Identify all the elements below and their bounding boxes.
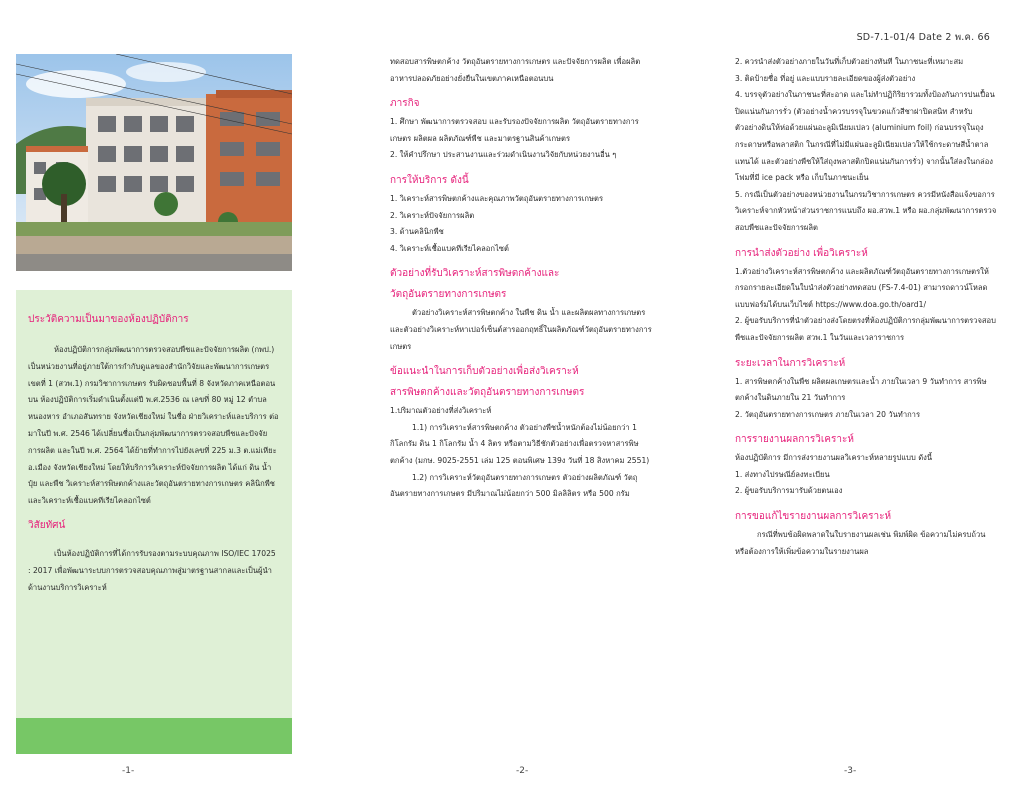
period-item: 2. วัตถุอันตรายทางการเกษตร ภายในเวลา 20 วันทำการ	[735, 409, 921, 419]
history-body: ห้องปฏิบัติการกลุ่มพัฒนาการตรวจสอบพืชและปัจจัยการผลิต (กพป.) เป็นหน่วยงานที่อยู่ภายใต้การกำกับดูแลของสำนักวิจัยและพัฒนาการเกษตร เขตที่ 1 (สวพ.1) กรมวิชาการเกษตร รับผิดชอบพื้นที่ 8 จังหวัดภาคเหนือตอนบน ห้องปฏิบัติการเริ่มดำเนินตั้งแต่ปี พ.ศ.2536 ณ เลขที่ 80 หมู่ 12 ตำบลหนองหาร อำเภอสันทราย จังหวัดเชียงใหม่ ในชื่อ ฝ่ายวิเคราะห์และบริการ ต่อมาในปี พ.ศ. 2546 ได้เปลี่ยนชื่อเป็นกลุ่มพัฒนาการตรวจสอบพืชและปัจจัยการผลิต และในปี พ.ศ. 2564 ได้ย้ายที่ทำการไปยังเลขที่ 225 ม.3 ต.แม่เหียะ อ.เมือง จังหวัดเชียงใหม่ โดยให้บริการวิเคราะห์ปัจจัยการผลิต ได้แก่ ดิน น้ำ ปุ๋ย และพืช วิเคราะห์สารพิษตกค้างและวัตถุอันตรายทางการเกษตร คลินิกพืช และวิเคราะห์เชื้อแบคทีเรียไคลอกไซต์	[28, 345, 279, 506]
report-item: 2. ผู้ขอรับบริการมารับด้วยตนเอง	[735, 486, 843, 496]
samples-heading-line1: ตัวอย่างที่รับวิเคราะห์สารพิษตกค้างและ	[390, 268, 560, 280]
edit-heading: การขอแก้ไขรายงานผลการวิเคราะห์	[735, 511, 892, 523]
mission-item: 1. ศึกษา พัฒนาการตรวจสอบ และรับรองปัจจัยการผลิต วัตถุอันตรายทางการเกษตร ผลิตผล ผลิตภัณฑ์พืช และมาตรฐานสินค้าเกษตร	[390, 117, 639, 143]
building-photo	[16, 54, 292, 271]
period-item: 1. สารพิษตกค้างในพืช ผลิตผลเกษตรและน้ำ ภายในเวลา 9 วันทำการ สารพิษตกค้างในดินภายใน 21 วันทำการ	[735, 376, 987, 403]
submit-item: 1.ตัวอย่างวิเคราะห์สารพิษตกค้าง และผลิตภัณฑ์วัตถุอันตรายทางการเกษตรให้กรอกรายละเอียดในใบนำส่งตัวอย่างทดสอบ (FS-7.4-01) สามารถดาวน์โหลดแบบฟอร์มได้บนเว็บไซต์ https://www.doa.go.th/oard1/	[735, 266, 989, 309]
report-intro: ห้องปฏิบัติการ มีการส่งรายงานผลวิเคราะห์หลายรูปแบบ ดังนี้	[735, 453, 933, 463]
intro-text: ทดสอบสารพิษตกค้าง วัตถุอันตรายทางการเกษตร และปัจจัยการผลิต เพื่อผลิตอาหารปลอดภัยอย่างยั่งยืนในเขตภาคเหนือตอนบน	[390, 57, 641, 83]
advice-subitem: 1.1) การวิเคราะห์สารพิษตกค้าง ตัวอย่างพืชน้ำหนักต้องไม่น้อยกว่า 1 กิโลกรัม ดิน 1 กิโลกรัม น้ำ 4 ลิตร หรือตามวิธีชักตัวอย่างเพื่อตรวจหาสารพิษตกค้าง (มกษ. 9025-2551 เล่ม 125 ตอนพิเศษ 139ง วันที่ 18 สิงหาคม 2551)	[390, 422, 650, 465]
document-code: SD-7.1-01/4 Date 2 พ.ค. 66	[856, 32, 990, 43]
advice-item: 5. กรณีเป็นตัวอย่างของหน่วยงานในกรมวิชาการเกษตร ควรมีหนังสือแจ้งขอการวิเคราะห์จากหัวหน้าส่วนราชการแนบถึง ผอ.สวพ.1 หรือ ผอ.กลุ่มพัฒนาการตรวจสอบพืชและปัจจัยการผลิต	[735, 189, 997, 232]
service-item: 2. วิเคราะห์ปัจจัยการผลิต	[390, 210, 475, 220]
page-number-2: -2-	[516, 766, 529, 776]
advice-item: 3. ติดป้ายชื่อ ที่อยู่ และแบบรายละเอียดของผู้ส่งตัวอย่าง	[735, 73, 916, 83]
vision-heading: วิสัยทัศน์	[28, 519, 66, 531]
submit-heading: การนำส่งตัวอย่าง เพื่อวิเคราะห์	[735, 247, 868, 259]
panel-1	[16, 54, 292, 754]
submit-item: 2. ผู้ขอรับบริการที่นำตัวอย่างส่งโดยตรงที่ห้องปฏิบัติการกลุ่มพัฒนาการตรวจสอบพืชและปัจจัยการผลิต สวพ.1 ในวันและเวลาราชการ	[735, 316, 996, 342]
page-number-3: -3-	[844, 766, 857, 776]
services-heading: การให้บริการ ดังนี้	[390, 174, 469, 186]
panel-3	[735, 54, 997, 560]
service-item: 3. ด้านคลินิกพืช	[390, 227, 444, 237]
advice-item: 1.ปริมาณตัวอย่างที่ส่งวิเคราะห์	[390, 406, 492, 416]
green-footer-band	[16, 718, 292, 754]
vision-body: เป็นห้องปฏิบัติการที่ได้การรับรองตามระบบคุณภาพ ISO/IEC 17025 : 2017 เพื่อพัฒนาระบบการตรวจสอบคุณภาพสู่มาตรฐานสากลและเป็นผู้นำด้านงานบริการวิเคราะห์	[28, 548, 276, 592]
report-item: 1. ส่งทางไปรษณีย์ลงทะเบียน	[735, 469, 830, 479]
mission-heading: ภารกิจ	[390, 98, 420, 110]
samples-heading-line2: วัตถุอันตรายทางการเกษตร	[390, 289, 507, 301]
history-heading: ประวัติความเป็นมาของห้องปฏิบัติการ	[28, 314, 189, 325]
advice-heading-line2: สารพิษตกค้างและวัตถุอันตรายทางการเกษตร	[390, 387, 585, 399]
samples-body: ตัวอย่างวิเคราะห์สารพิษตกค้าง ในพืช ดิน น้ำ และผลิตผลทางการเกษตรและตัวอย่างวิเคราะห์หาเปอร์เซ็นต์สารออกฤทธิ์ในผลิตภัณฑ์วัตถุอันตรายทางการเกษตร	[390, 308, 652, 351]
panel-2	[390, 54, 652, 503]
advice-subitem: 1.2) การวิเคราะห์วัตถุอันตรายทางการเกษตร ตัวอย่างผลิตภัณฑ์ วัตถุอันตรายทางการเกษตร มีปริมาณไม่น้อยกว่า 500 มิลลิลิตร หรือ 500 กรัม	[390, 472, 638, 499]
mission-item: 2. ให้คำปรึกษา ประสานงานและร่วมดำเนินงานวิจัยกับหน่วยงานอื่น ๆ	[390, 150, 617, 160]
advice-heading-line1: ข้อแนะนำในการเก็บตัวอย่างเพื่อส่งวิเคราะห์	[390, 366, 579, 378]
edit-body: กรณีที่พบข้อผิดพลาดในใบรายงานผลเช่น พิมพ์ผิด ข้อความไม่ครบถ้วน หรือต้องการให้เพิ่มข้อความในรายงานผล	[735, 530, 986, 556]
service-item: 4. วิเคราะห์เชื้อแบคทีเรียไคลอกไซต์	[390, 243, 509, 253]
period-heading: ระยะเวลาในการวิเคราะห์	[735, 357, 846, 369]
service-item: 1. วิเคราะห์สารพิษตกค้างและคุณภาพวัตถุอันตรายทางการเกษตร	[390, 193, 604, 203]
history-box	[16, 290, 292, 718]
advice-item: 2. ควรนำส่งตัวอย่างภายในวันที่เก็บตัวอย่างทันที ในภาชนะที่เหมาะสม	[735, 57, 964, 66]
report-heading: การรายงานผลการวิเคราะห์	[735, 434, 854, 446]
page-number-1: -1-	[122, 766, 135, 776]
advice-item: 4. บรรจุตัวอย่างในภาชนะที่สะอาด และไม่ทำปฏิกิริยารวมทั้งป้องกันการปนเปื้อน ปิดแน่นกันการรั่ว (ตัวอย่างน้ำควรบรรจุในขวดแก้วสีชาฝาปิดสนิท สำหรับตัวอย่างดินให้ห่อด้วยแผ่นอะลูมิเนียมเปลว (aluminium foil) ก่อนบรรจุในถุงกระดาษหรือพลาสติก ในกรณีที่ไม่มีแผ่นอะลูมิเนียมเปลวให้ใช้กระดาษสีน้ำตาลแทนได้ และตัวอย่างพืชให้ใส่ถุงพลาสติกปิดแน่นกันการรั่ว) จากนั้นใส่ลงในกล่องโฟมที่มี ice pack หรือ เก็บในภาชนะเย็น	[735, 90, 995, 183]
